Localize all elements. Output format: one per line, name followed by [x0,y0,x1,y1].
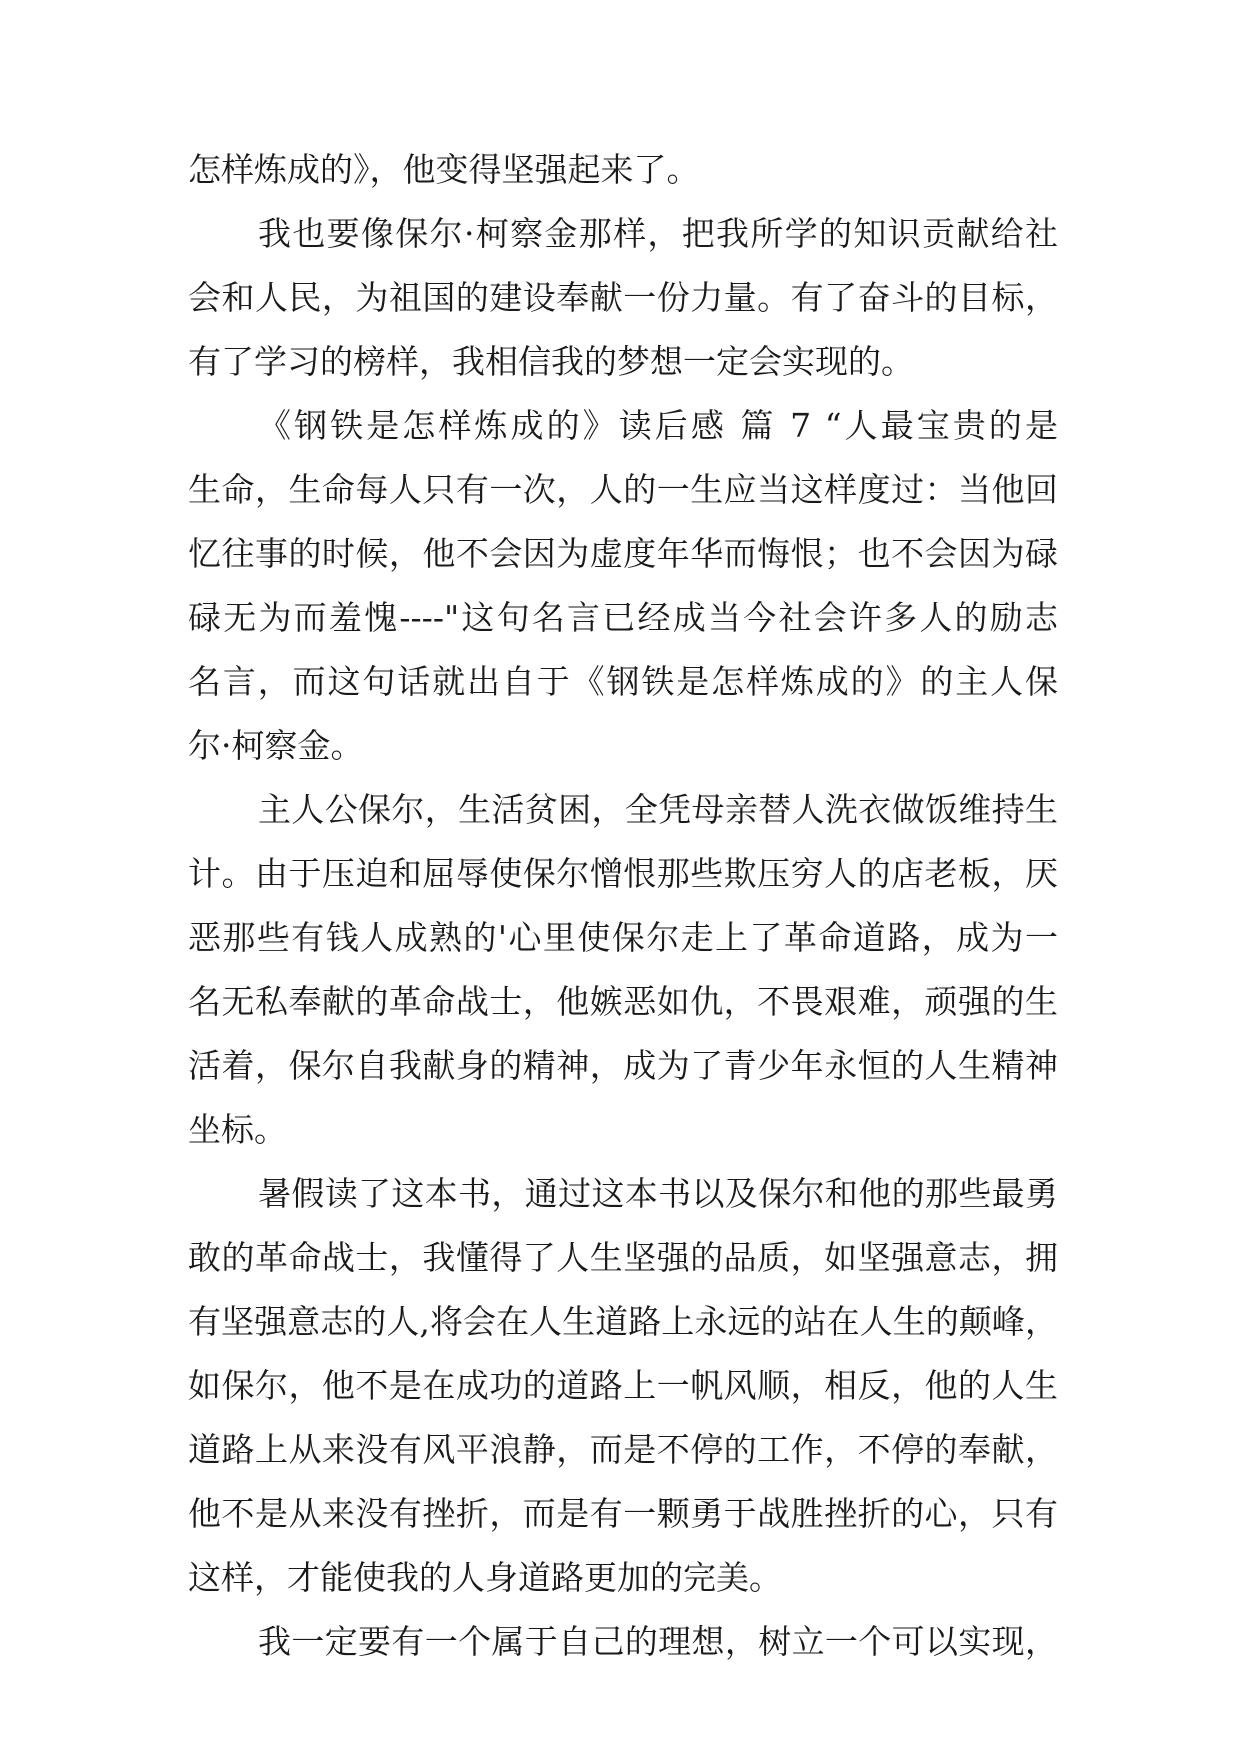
text-line: 活着，保尔自我献身的精神，成为了青少年永恒的人生精神 [188,1046,1058,1085]
text-line: 尔·柯察金。 [188,726,364,765]
text-line: 生命，生命每人只有一次，人的一生应当这样度过：当他回 [188,470,1058,509]
text-line: 敢的革命战士，我懂得了人生坚强的品质，如坚强意志，拥 [188,1238,1058,1277]
text-line: 我也要像保尔·柯察金那样，把我所学的知识贡献给社 [258,214,1058,253]
text-line: 恶那些有钱人成熟的'心里使保尔走上了革命道路，成为一 [188,918,1058,957]
text-line: 名言，而这句话就出自于《钢铁是怎样炼成的》的主人保 [188,662,1058,701]
text-line: 暑假读了这本书，通过这本书以及保尔和他的那些最勇 [258,1174,1058,1213]
text-line: 如保尔，他不是在成功的道路上一帆风顺，相反，他的人生 [188,1366,1058,1405]
text-line: 有了学习的榜样，我相信我的梦想一定会实现的。 [188,342,914,381]
text-line: 有坚强意志的人,将会在人生道路上永远的站在人生的颠峰， [188,1302,1058,1341]
text-line: 名无私奉献的革命战士，他嫉恶如仇，不畏艰难，顽强的生 [188,982,1058,1021]
text-line: 坐标。 [188,1110,287,1149]
section-heading-line: 《钢铁是怎样炼成的》读后感 篇 7 “人最宝贵的是 [258,406,1058,445]
text-line: 这样，才能使我的人身道路更加的完美。 [188,1558,782,1597]
text-line: 计。由于压迫和屈辱使保尔憎恨那些欺压穷人的店老板，厌 [188,854,1058,893]
text-line: 会和人民，为祖国的建设奉献一份力量。有了奋斗的目标， [188,278,1058,317]
text-line: 我一定要有一个属于自己的理想，树立一个可以实现， [258,1622,1058,1661]
text-line: 忆往事的时候，他不会因为虚度年华而悔恨；也不会因为碌 [188,534,1058,573]
text-line: 他不是从来没有挫折，而是有一颗勇于战胜挫折的心，只有 [188,1494,1058,1533]
text-line: 怎样炼成的》，他变得坚强起来了。 [188,150,700,189]
text-line: 道路上从来没有风平浪静，而是不停的工作，不停的奉献， [188,1430,1058,1469]
text-line: 碌无为而羞愧----"这句名言已经成当今社会许多人的励志 [188,598,1058,637]
text-line: 主人公保尔，生活贫困，全凭母亲替人洗衣做饭维持生 [258,790,1058,829]
